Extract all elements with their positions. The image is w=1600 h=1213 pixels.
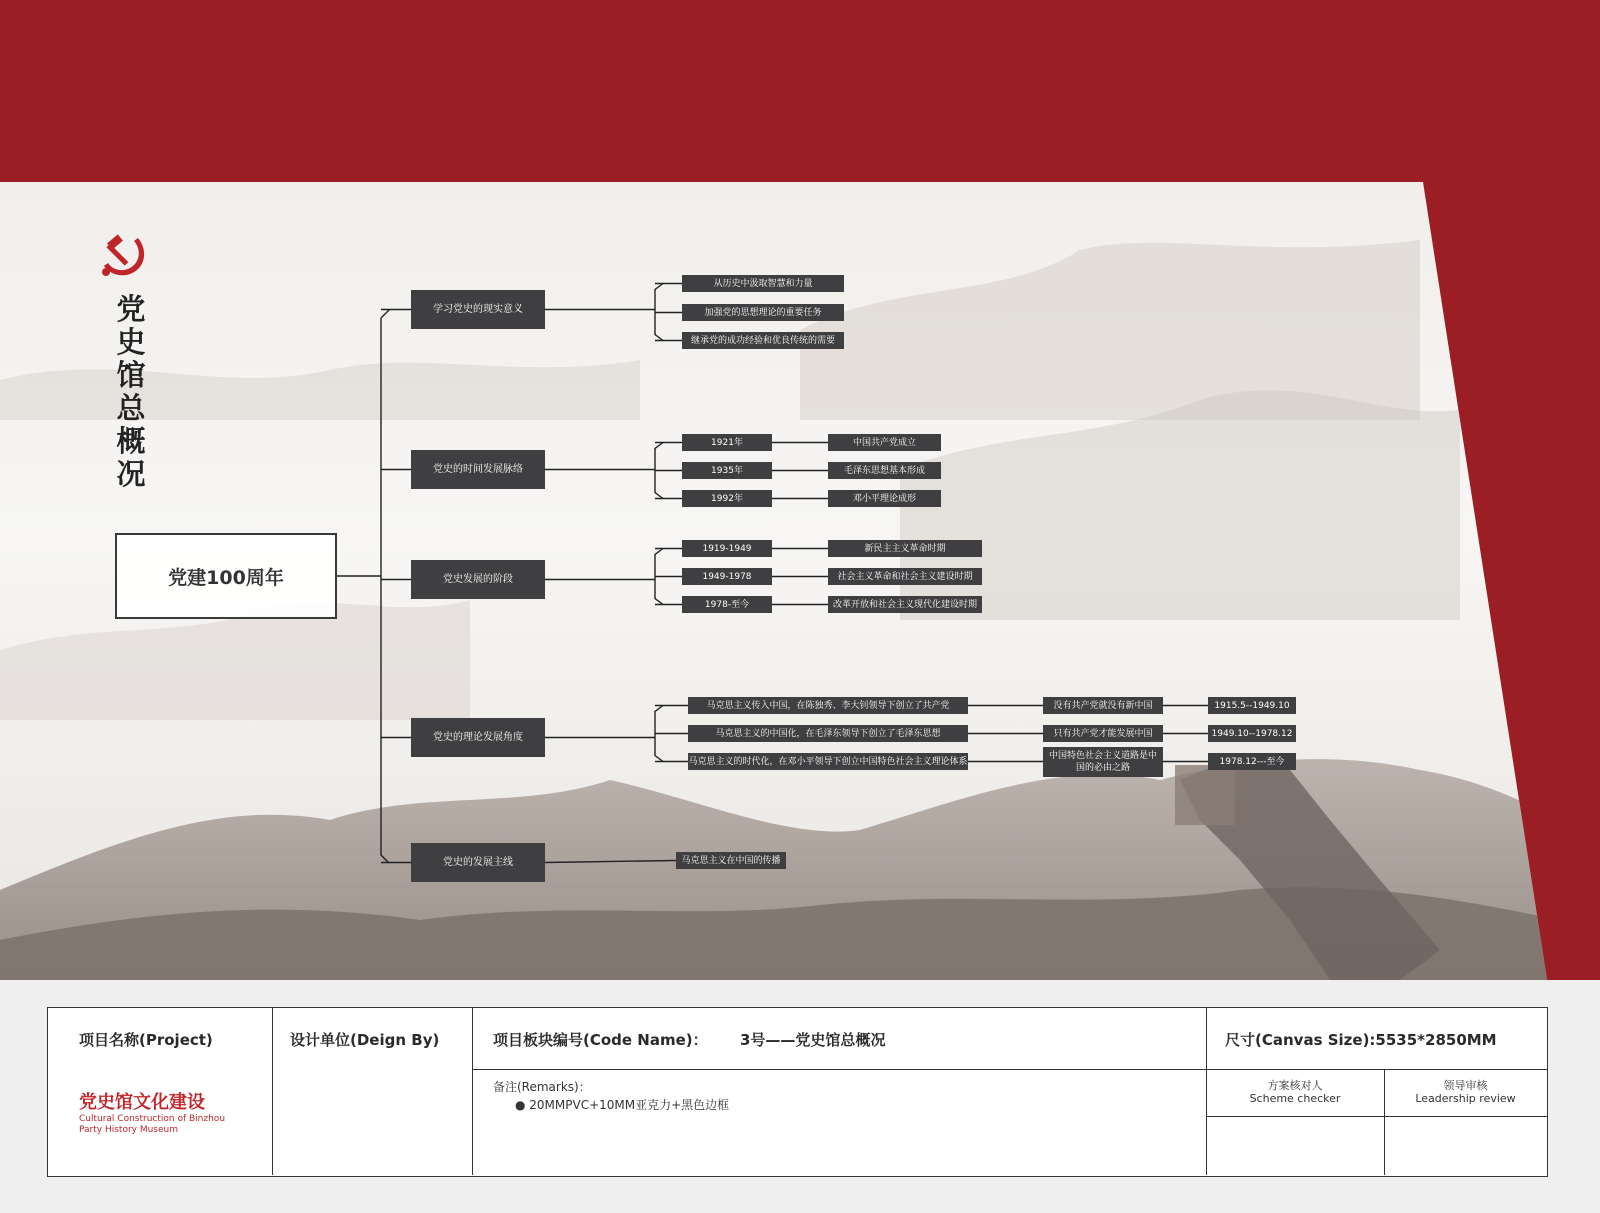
branch-node-0: 学习党史的现实意义 <box>411 290 545 329</box>
child-node-3-0: 马克思主义传入中国，在陈独秀、李大钊领导下创立了共产党 <box>688 697 968 714</box>
child-node-2-1: 1949-1978 <box>682 568 772 585</box>
next-node-3-1: 只有共产党才能发展中国 <box>1043 725 1163 742</box>
child-node-1-0: 1921年 <box>682 434 772 451</box>
next-node-2-1: 社会主义革命和社会主义建设时期 <box>828 568 982 585</box>
child-node-1-1: 1935年 <box>682 462 772 479</box>
next-node-2-2: 改革开放和社会主义现代化建设时期 <box>828 596 982 613</box>
canvas-size: 尺寸(Canvas Size):5535*2850MM <box>1225 1031 1497 1049</box>
side-title: 党史馆总概况 <box>116 292 146 491</box>
branch-node-1: 党史的时间发展脉络 <box>411 450 545 489</box>
date-node-3-2: 1978.12---至今 <box>1208 753 1296 770</box>
review-cn: 领导审核 <box>1443 1079 1488 1092</box>
project-en-2: Party History Museum <box>79 1125 178 1135</box>
child-node-0-2: 继承党的成功经验和优良传统的需要 <box>682 332 844 349</box>
trunk-line <box>381 310 389 863</box>
review-en: Leadership review <box>1415 1092 1516 1105</box>
next-node-3-0: 没有共产党就没有新中国 <box>1043 697 1163 714</box>
design-label: 设计单位(Deign By) <box>290 1031 440 1049</box>
child-node-3-2: 马克思主义的时代化，在邓小平领导下创立中国特色社会主义理论体系 <box>688 753 968 770</box>
project-en-1: Cultural Construction of Binzhou <box>79 1114 226 1124</box>
footer-info-table <box>47 1007 1548 1177</box>
child-node-0-1: 加强党的思想理论的重要任务 <box>682 304 844 321</box>
next-node-2-0: 新民主主义革命时期 <box>828 540 982 557</box>
child-link-4-0 <box>545 861 676 863</box>
child-node-2-2: 1978-至今 <box>682 596 772 613</box>
checker-en: Scheme checker <box>1249 1092 1341 1105</box>
child-node-0-0: 从历史中汲取智慧和力量 <box>682 275 844 292</box>
next-node-1-1: 毛泽东思想基本形成 <box>828 462 941 479</box>
next-node-1-0: 中国共产党成立 <box>828 434 941 451</box>
checker-cn: 方案核对人 <box>1267 1079 1323 1092</box>
branch-node-3: 党史的理论发展角度 <box>411 718 545 757</box>
project-label: 项目名称(Project) <box>79 1031 213 1049</box>
date-node-3-0: 1915.5--1949.10 <box>1208 697 1296 714</box>
project-name: 党史馆文化建设 <box>79 1092 205 1113</box>
branch-node-4: 党史的发展主线 <box>411 843 545 882</box>
code-label: 项目板块编号(Code Name)： <box>493 1031 708 1049</box>
remarks-label: 备注(Remarks)： <box>493 1080 591 1094</box>
child-node-3-1: 马克思主义的中国化，在毛泽东领导下创立了毛泽东思想 <box>688 725 968 742</box>
date-node-3-1: 1949.10--1978.12 <box>1208 725 1296 742</box>
diagram-root: 党建100周年 <box>115 533 337 619</box>
remarks-value: ● 20MMPVC+10MM亚克力+黑色边框 <box>515 1098 730 1112</box>
child-node-2-0: 1919-1949 <box>682 540 772 557</box>
code-value: 3号——党史馆总概况 <box>740 1031 886 1049</box>
branch-node-2: 党史发展的阶段 <box>411 560 545 599</box>
child-node-4-0: 马克思主义在中国的传播 <box>676 852 786 869</box>
next-node-3-2: 中国特色社会主义道路是中国的必由之路 <box>1043 747 1163 777</box>
next-node-1-2: 邓小平理论成形 <box>828 490 941 507</box>
child-node-1-2: 1992年 <box>682 490 772 507</box>
